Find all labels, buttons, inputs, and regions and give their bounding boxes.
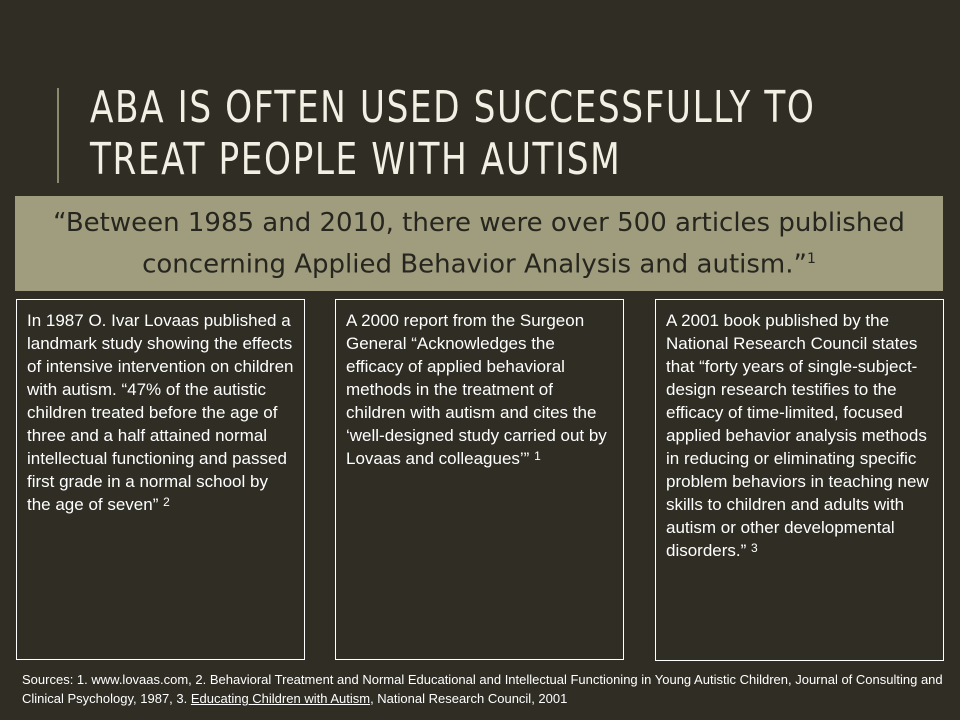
slide-title-line-2: TREAT PEOPLE WITH AUTISM — [90, 134, 622, 185]
surgeon-general-text: A 2000 report from the Surgeon General “Acknowledges the efficacy of applied behavioral methods in the treatment of children with autism and cites the ‘well-designed study carried out by Lovaas and colleagues’” — [346, 311, 607, 468]
sources-prefix: Sources: 1. www.lovaas.com, 2. Behavioral Treatment and Normal Educational and Intellectual Functioning in Young Autistic Children, Journal of Consulting and Clinical Psychology, 1987, 3. — [22, 672, 943, 706]
quote-line-1: “Between 1985 and 2010, there were over 500 articles published — [53, 207, 905, 238]
quote-line-2-text: concerning Applied Behavior Analysis and autism.” — [142, 249, 807, 280]
lovaas-study-box — [16, 299, 305, 660]
sources-suffix: , National Research Council, 2001 — [370, 691, 568, 706]
title-accent-bar — [57, 88, 59, 183]
sources-book-title: Educating Children with Autism — [190, 691, 371, 706]
quote-line-2 — [53, 241, 905, 283]
nrc-book-footnote-ref: 3 — [751, 541, 758, 555]
nrc-book-text: A 2001 book published by the National Research Council states that “forty years of single-subject-design research testifies to the efficacy of time-limited, focused applied behavior analysis methods in reducing or eliminating specific problem behaviors in teaching new skills to children and adults with autism or other developmental disorders.” — [666, 311, 929, 560]
quote-footnote-ref: 1 — [806, 250, 816, 267]
surgeon-general-footnote-ref: 1 — [534, 449, 541, 463]
quote-band — [15, 196, 943, 291]
quote-text — [53, 205, 905, 283]
slide-title-line-1: ABA IS OFTEN USED SUCCESSFULLY TO — [90, 82, 816, 133]
slide-title — [90, 82, 816, 186]
lovaas-study-text: In 1987 O. Ivar Lovaas published a landmark study showing the effects of intensive intervention on children with autism. “47% of the autistic children treated before the age of three and a half attained normal intellectual functioning and passed first grade in a normal school by the age of seven” — [27, 311, 294, 514]
nrc-book-box — [655, 299, 944, 661]
surgeon-general-box — [335, 299, 624, 660]
lovaas-study-footnote-ref: 2 — [163, 495, 170, 509]
sources-footnote — [22, 670, 957, 708]
